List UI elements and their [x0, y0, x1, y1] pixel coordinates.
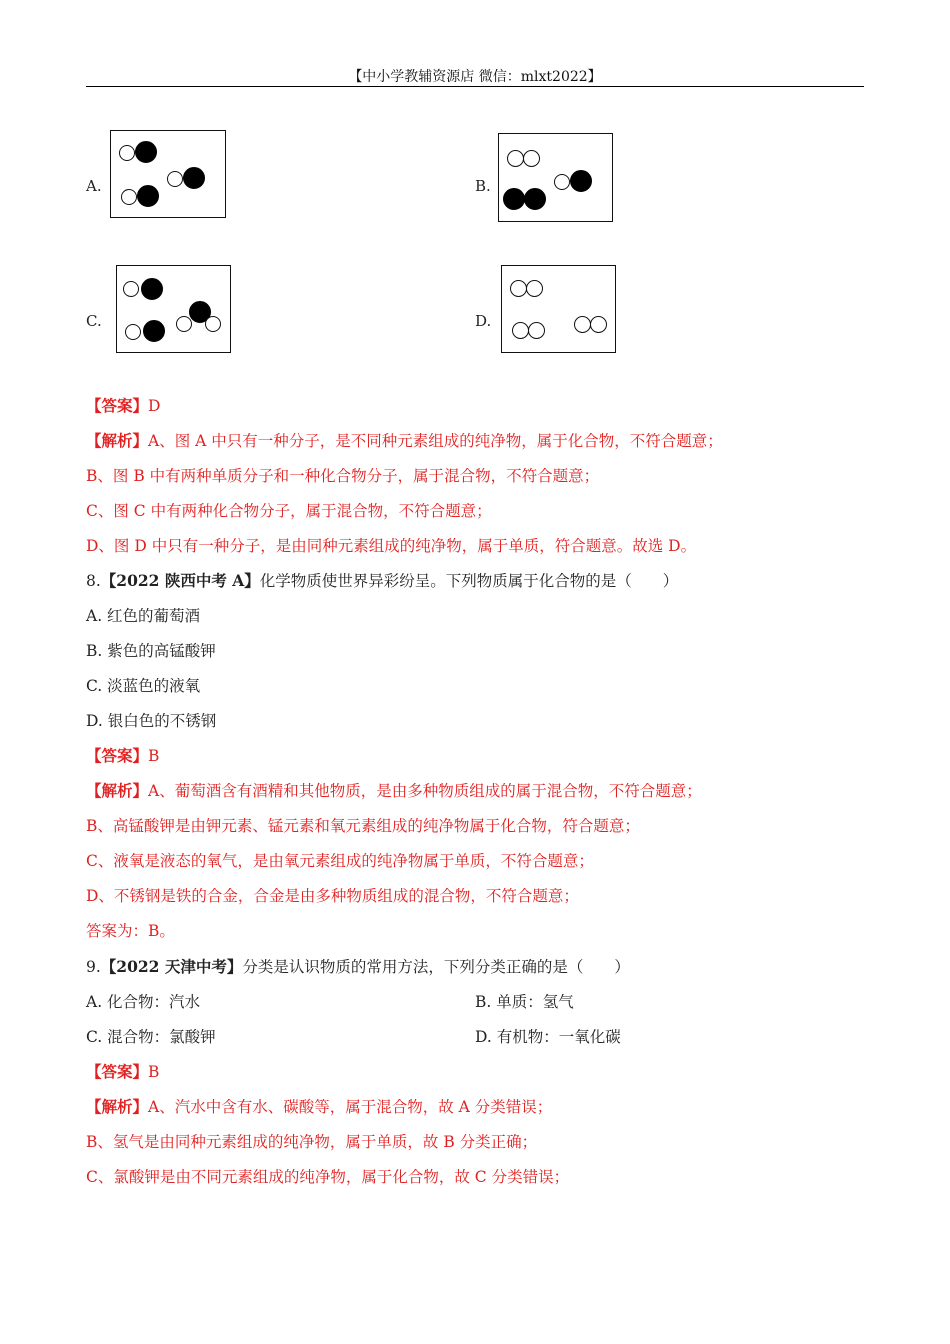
analysis-tag: 【解析】	[86, 781, 149, 800]
white-atom	[121, 189, 137, 205]
q8-analysis-line	[86, 781, 702, 801]
black-atom	[135, 141, 157, 163]
black-atom	[143, 320, 165, 342]
figure-option-label-d: D.	[475, 312, 492, 330]
figure-option-label-b: B.	[475, 177, 491, 195]
black-atom	[141, 278, 163, 300]
figure-d	[501, 265, 616, 353]
header-divider	[86, 86, 864, 87]
figure-a	[110, 130, 226, 218]
q8-analysis-line: C、液氧是液态的氧气，是由氧元素组成的纯净物属于单质，不符合题意；	[86, 852, 594, 870]
page-header: 【中小学教辅资源店 微信：mlxt2022】	[348, 69, 602, 85]
white-atom	[176, 316, 192, 332]
black-atom	[570, 170, 592, 192]
q7-answer	[86, 396, 160, 416]
q8-analysis-line: B、高锰酸钾是由钾元素、锰元素和氧元素组成的纯净物属于化合物，符合题意；	[86, 817, 640, 835]
figure-option-label-a: A.	[86, 177, 102, 195]
question-source: 【2022 陕西中考 A】	[100, 571, 260, 590]
white-atom	[123, 281, 139, 297]
figure-b	[498, 133, 613, 222]
q8-answer	[86, 746, 159, 766]
white-atom	[526, 280, 543, 297]
white-atom	[574, 316, 591, 333]
figure-option-label-c: C.	[86, 312, 102, 330]
q9-analysis-line: C、氯酸钾是由不同元素组成的纯净物，属于化合物，故 C 分类错误；	[86, 1168, 570, 1186]
q7-analysis-line	[86, 431, 723, 451]
q9-option-b: B. 单质：氢气	[475, 993, 574, 1011]
white-atom	[510, 280, 527, 297]
black-atom	[137, 185, 159, 207]
white-atom	[512, 322, 529, 339]
white-atom	[167, 171, 183, 187]
q8-stem	[86, 571, 678, 591]
q9-analysis-line: B、氢气是由同种元素组成的纯净物，属于单质，故 B 分类正确；	[86, 1133, 538, 1151]
q8-option-b: B. 紫色的高锰酸钾	[86, 642, 216, 660]
q7-analysis-line: C、图 C 中有两种化合物分子，属于混合物，不符合题意；	[86, 502, 492, 520]
q8-option-a: A. 红色的葡萄酒	[86, 607, 201, 625]
q7-analysis-line: D、图 D 中只有一种分子，是由同种元素组成的纯净物，属于单质，符合题意。故选 D。	[86, 537, 697, 555]
answer-value: B	[148, 747, 160, 765]
q9-option-a: A. 化合物：汽水	[86, 993, 201, 1011]
question-source: 【2022 天津中考】	[100, 957, 243, 976]
q9-answer	[86, 1062, 159, 1082]
question-text: 化学物质使世界异彩纷呈。下列物质属于化合物的是（ ）	[259, 572, 679, 590]
q7-analysis-line: B、图 B 中有两种单质分子和一种化合物分子，属于混合物，不符合题意；	[86, 467, 600, 485]
answer-tag: 【答案】	[86, 396, 149, 415]
white-atom	[205, 316, 221, 332]
answer-tag: 【答案】	[86, 1062, 149, 1081]
white-atom	[125, 324, 141, 340]
white-atom	[523, 150, 540, 167]
q8-option-d: D. 银白色的不锈钢	[86, 712, 217, 730]
analysis-text: A、葡萄酒含有酒精和其他物质，是由多种物质组成的属于混合物，不符合题意；	[148, 782, 702, 800]
answer-value: B	[148, 1063, 160, 1081]
question-text: 分类是认识物质的常用方法，下列分类正确的是（ ）	[242, 958, 630, 976]
black-atom	[503, 188, 525, 210]
analysis-text: A、汽水中含有水、碳酸等，属于混合物，故 A 分类错误；	[148, 1098, 553, 1116]
analysis-text: A、图 A 中只有一种分子，是不同种元素组成的纯净物，属于化合物，不符合题意；	[148, 432, 723, 450]
q9-stem	[86, 957, 630, 977]
figure-c	[116, 265, 231, 353]
q8-analysis-line: D、不锈钢是铁的合金，合金是由多种物质组成的混合物，不符合题意；	[86, 887, 579, 905]
q8-option-c: C. 淡蓝色的液氧	[86, 677, 201, 695]
white-atom	[554, 174, 570, 190]
q8-conclusion: 答案为：B。	[86, 922, 175, 940]
answer-value: D	[148, 397, 161, 415]
q9-option-d: D. 有机物：一氧化碳	[475, 1028, 621, 1046]
white-atom	[590, 316, 607, 333]
white-atom	[119, 145, 135, 161]
black-atom	[183, 167, 205, 189]
analysis-tag: 【解析】	[86, 1097, 149, 1116]
question-number: 8.	[86, 572, 101, 590]
answer-tag: 【答案】	[86, 746, 149, 765]
black-atom	[524, 188, 546, 210]
q9-option-c: C. 混合物：氯酸钾	[86, 1028, 216, 1046]
analysis-tag: 【解析】	[86, 431, 149, 450]
white-atom	[528, 322, 545, 339]
white-atom	[507, 150, 524, 167]
question-number: 9.	[86, 958, 101, 976]
q9-analysis-line	[86, 1097, 552, 1117]
